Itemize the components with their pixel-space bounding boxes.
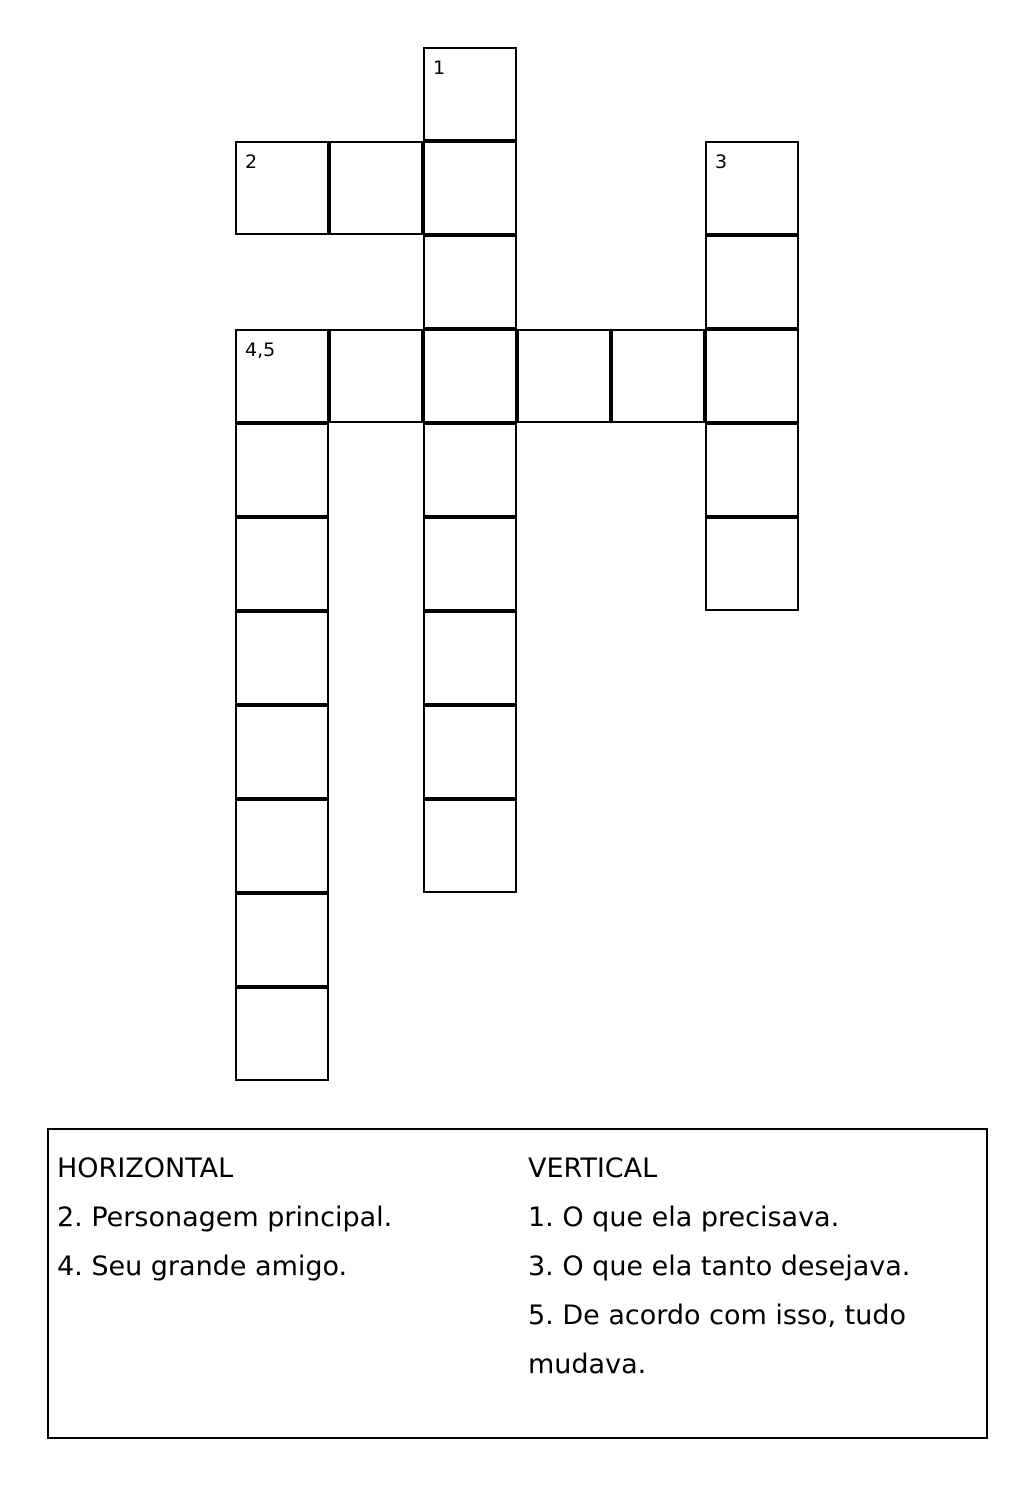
crossword-cell[interactable]: [235, 611, 329, 705]
crossword-cell[interactable]: [705, 141, 799, 235]
clue-number: 1: [433, 57, 446, 79]
horizontal-heading: HORIZONTAL: [57, 1153, 234, 1184]
crossword-cell[interactable]: [235, 517, 329, 611]
clue-number: 3: [715, 151, 728, 173]
crossword-cell[interactable]: [423, 517, 517, 611]
crossword-cell[interactable]: [423, 329, 517, 423]
clue-2: 2. Personagem principal.: [57, 1202, 393, 1233]
crossword-cell[interactable]: [423, 611, 517, 705]
horizontal-clues: [57, 1144, 507, 1291]
clue-5: 5. De acordo com isso, tudo: [528, 1300, 907, 1331]
crossword-cell[interactable]: [235, 987, 329, 1081]
crossword-cell[interactable]: [235, 141, 329, 235]
crossword-cell[interactable]: [423, 141, 517, 235]
crossword-cell[interactable]: [235, 423, 329, 517]
crossword-cell[interactable]: [423, 47, 517, 141]
vertical-heading: VERTICAL: [528, 1153, 658, 1184]
clue-1: 1. O que ela precisava.: [528, 1202, 840, 1233]
crossword-cell[interactable]: [705, 235, 799, 329]
crossword-cell[interactable]: [329, 141, 423, 235]
crossword-cell[interactable]: [235, 893, 329, 987]
crossword-cell[interactable]: [235, 329, 329, 423]
clue-number: 2: [245, 151, 258, 173]
crossword-cell[interactable]: [423, 799, 517, 893]
crossword-cell[interactable]: [423, 235, 517, 329]
crossword-cell[interactable]: [517, 329, 611, 423]
clue-number: 4,5: [245, 339, 276, 361]
crossword-cell[interactable]: [329, 329, 423, 423]
crossword-cell[interactable]: [705, 517, 799, 611]
crossword-cell[interactable]: [235, 799, 329, 893]
vertical-clues: [528, 1144, 948, 1389]
crossword-cell[interactable]: [705, 423, 799, 517]
crossword-cell[interactable]: [611, 329, 705, 423]
crossword-cell[interactable]: [423, 705, 517, 799]
crossword-cell[interactable]: [705, 329, 799, 423]
clue-5-continued: mudava.: [528, 1349, 647, 1380]
clue-3: 3. O que ela tanto desejava.: [528, 1251, 911, 1282]
crossword-cell[interactable]: [423, 423, 517, 517]
clues-box: [47, 1128, 988, 1439]
clue-4: 4. Seu grande amigo.: [57, 1251, 348, 1282]
crossword-cell[interactable]: [235, 705, 329, 799]
